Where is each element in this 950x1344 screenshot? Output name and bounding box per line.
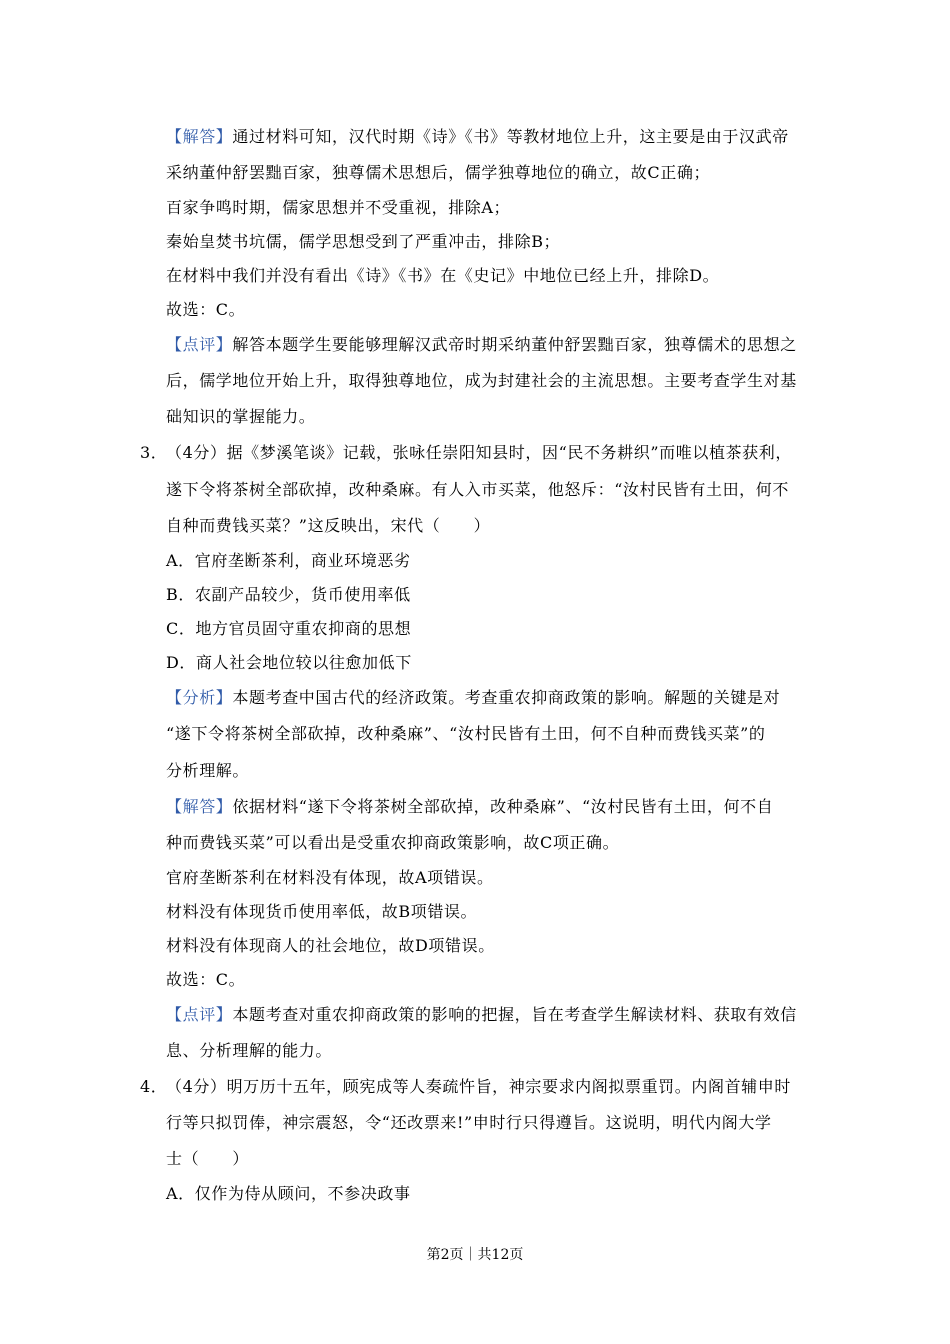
q2-answer-line-4: 秦始皇焚书坑儒，儒学思想受到了严重冲击，排除B； (166, 232, 561, 251)
page-footer: 第2页｜共12页 (426, 1247, 524, 1263)
q3-option-d: D．商人社会地位较以往愈加低下 (166, 653, 412, 672)
q3-answer-line-6: 故选：C。 (166, 970, 246, 989)
q4-option-a: A．仅作为侍从顾问，不参决政事 (166, 1184, 411, 1203)
q2-comment-line-3: 础知识的掌握能力。 (166, 407, 316, 426)
q3-answer-line-4: 材料没有体现货币使用率低，故B项错误。 (166, 902, 478, 921)
q3-stem-line-2: 遂下令将茶树全部砍掉，改种桑麻。有人入市买菜，他怒斥：“汝村民皆有土田，何不 (166, 480, 789, 499)
q3-answer-line-5: 材料没有体现商人的社会地位，故D项错误。 (166, 936, 495, 955)
q3-comment-line-1: 【点评】本题考查对重农抑商政策的影响的把握，旨在考查学生解读材料、获取有效信 (166, 1005, 797, 1024)
q4-stem-line-3: 士（ ） (166, 1149, 250, 1168)
q3-option-c: C．地方官员固守重农抑商的思想 (166, 619, 412, 638)
answer-tag: 【解答】 (166, 127, 233, 146)
q3-stem-line-3: 自种而费钱买菜？”这反映出，宋代（ ） (166, 516, 491, 535)
q2-answer-line-3: 百家争鸣时期，儒家思想并不受重视，排除A； (166, 198, 511, 217)
comment-tag: 【点评】 (166, 335, 233, 354)
q3-stem-line-1: （4分）据《梦溪笔谈》记载，张咏任崇阳知县时，因“民不务耕织”而唯以植茶获利， (166, 443, 792, 462)
q3-option-b: B．农副产品较少，货币使用率低 (166, 585, 411, 604)
answer-tag: 【解答】 (166, 797, 233, 816)
q2-comment-line-1: 【点评】解答本题学生要能够理解汉武帝时期采纳董仲舒罢黜百家，独尊儒术的思想之 (166, 335, 797, 354)
q2-answer-line-1: 【解答】通过材料可知，汉代时期《诗》《书》等教材地位上升，这主要是由于汉武帝 (166, 127, 789, 146)
q3-answer-line-1: 【解答】依据材料“遂下令将茶树全部砍掉，改种桑麻”、“汝村民皆有土田，何不自 (166, 797, 774, 816)
q4-number: 4． (140, 1077, 168, 1096)
q3-number: 3． (140, 443, 168, 462)
q2-answer-line-6: 故选：C。 (166, 300, 246, 319)
q4-stem-line-1: （4分）明万历十五年，顾宪成等人奏疏忤旨，神宗要求内阁拟票重罚。内阁首辅申时 (166, 1077, 791, 1096)
q3-option-a: A．官府垄断茶利，商业环境恶劣 (166, 551, 411, 570)
q2-answer-line-5: 在材料中我们并没有看出《诗》《书》在《史记》中地位已经上升，排除D。 (166, 266, 720, 285)
q2-comment-line-2: 后，儒学地位开始上升，取得独尊地位，成为封建社会的主流思想。主要考查学生对基 (166, 371, 797, 390)
comment-tag: 【点评】 (166, 1005, 233, 1024)
analysis-tag: 【分析】 (166, 688, 233, 707)
q3-analysis-line-1: 【分析】本题考查中国古代的经济政策。考查重农抑商政策的影响。解题的关键是对 (166, 688, 781, 707)
q3-comment-line-2: 息、分析理解的能力。 (166, 1041, 333, 1060)
q3-analysis-line-2: “遂下令将茶树全部砍掉，改种桑麻”、“汝村民皆有土田，何不自种而费钱买菜”的 (166, 724, 766, 743)
q4-stem-line-2: 行等只拟罚俸，神宗震怒，令“还改票来!”申时行只得遵旨。这说明，明代内阁大学 (166, 1113, 772, 1132)
q2-answer-line-2: 采纳董仲舒罢黜百家，独尊儒术思想后，儒学独尊地位的确立，故C正确； (166, 163, 711, 182)
q3-answer-line-3: 官府垄断茶利在材料没有体现，故A项错误。 (166, 868, 494, 887)
q3-analysis-line-3: 分析理解。 (166, 761, 250, 780)
q3-answer-line-2: 种而费钱买菜”可以看出是受重农抑商政策影响，故C项正确。 (166, 833, 620, 852)
